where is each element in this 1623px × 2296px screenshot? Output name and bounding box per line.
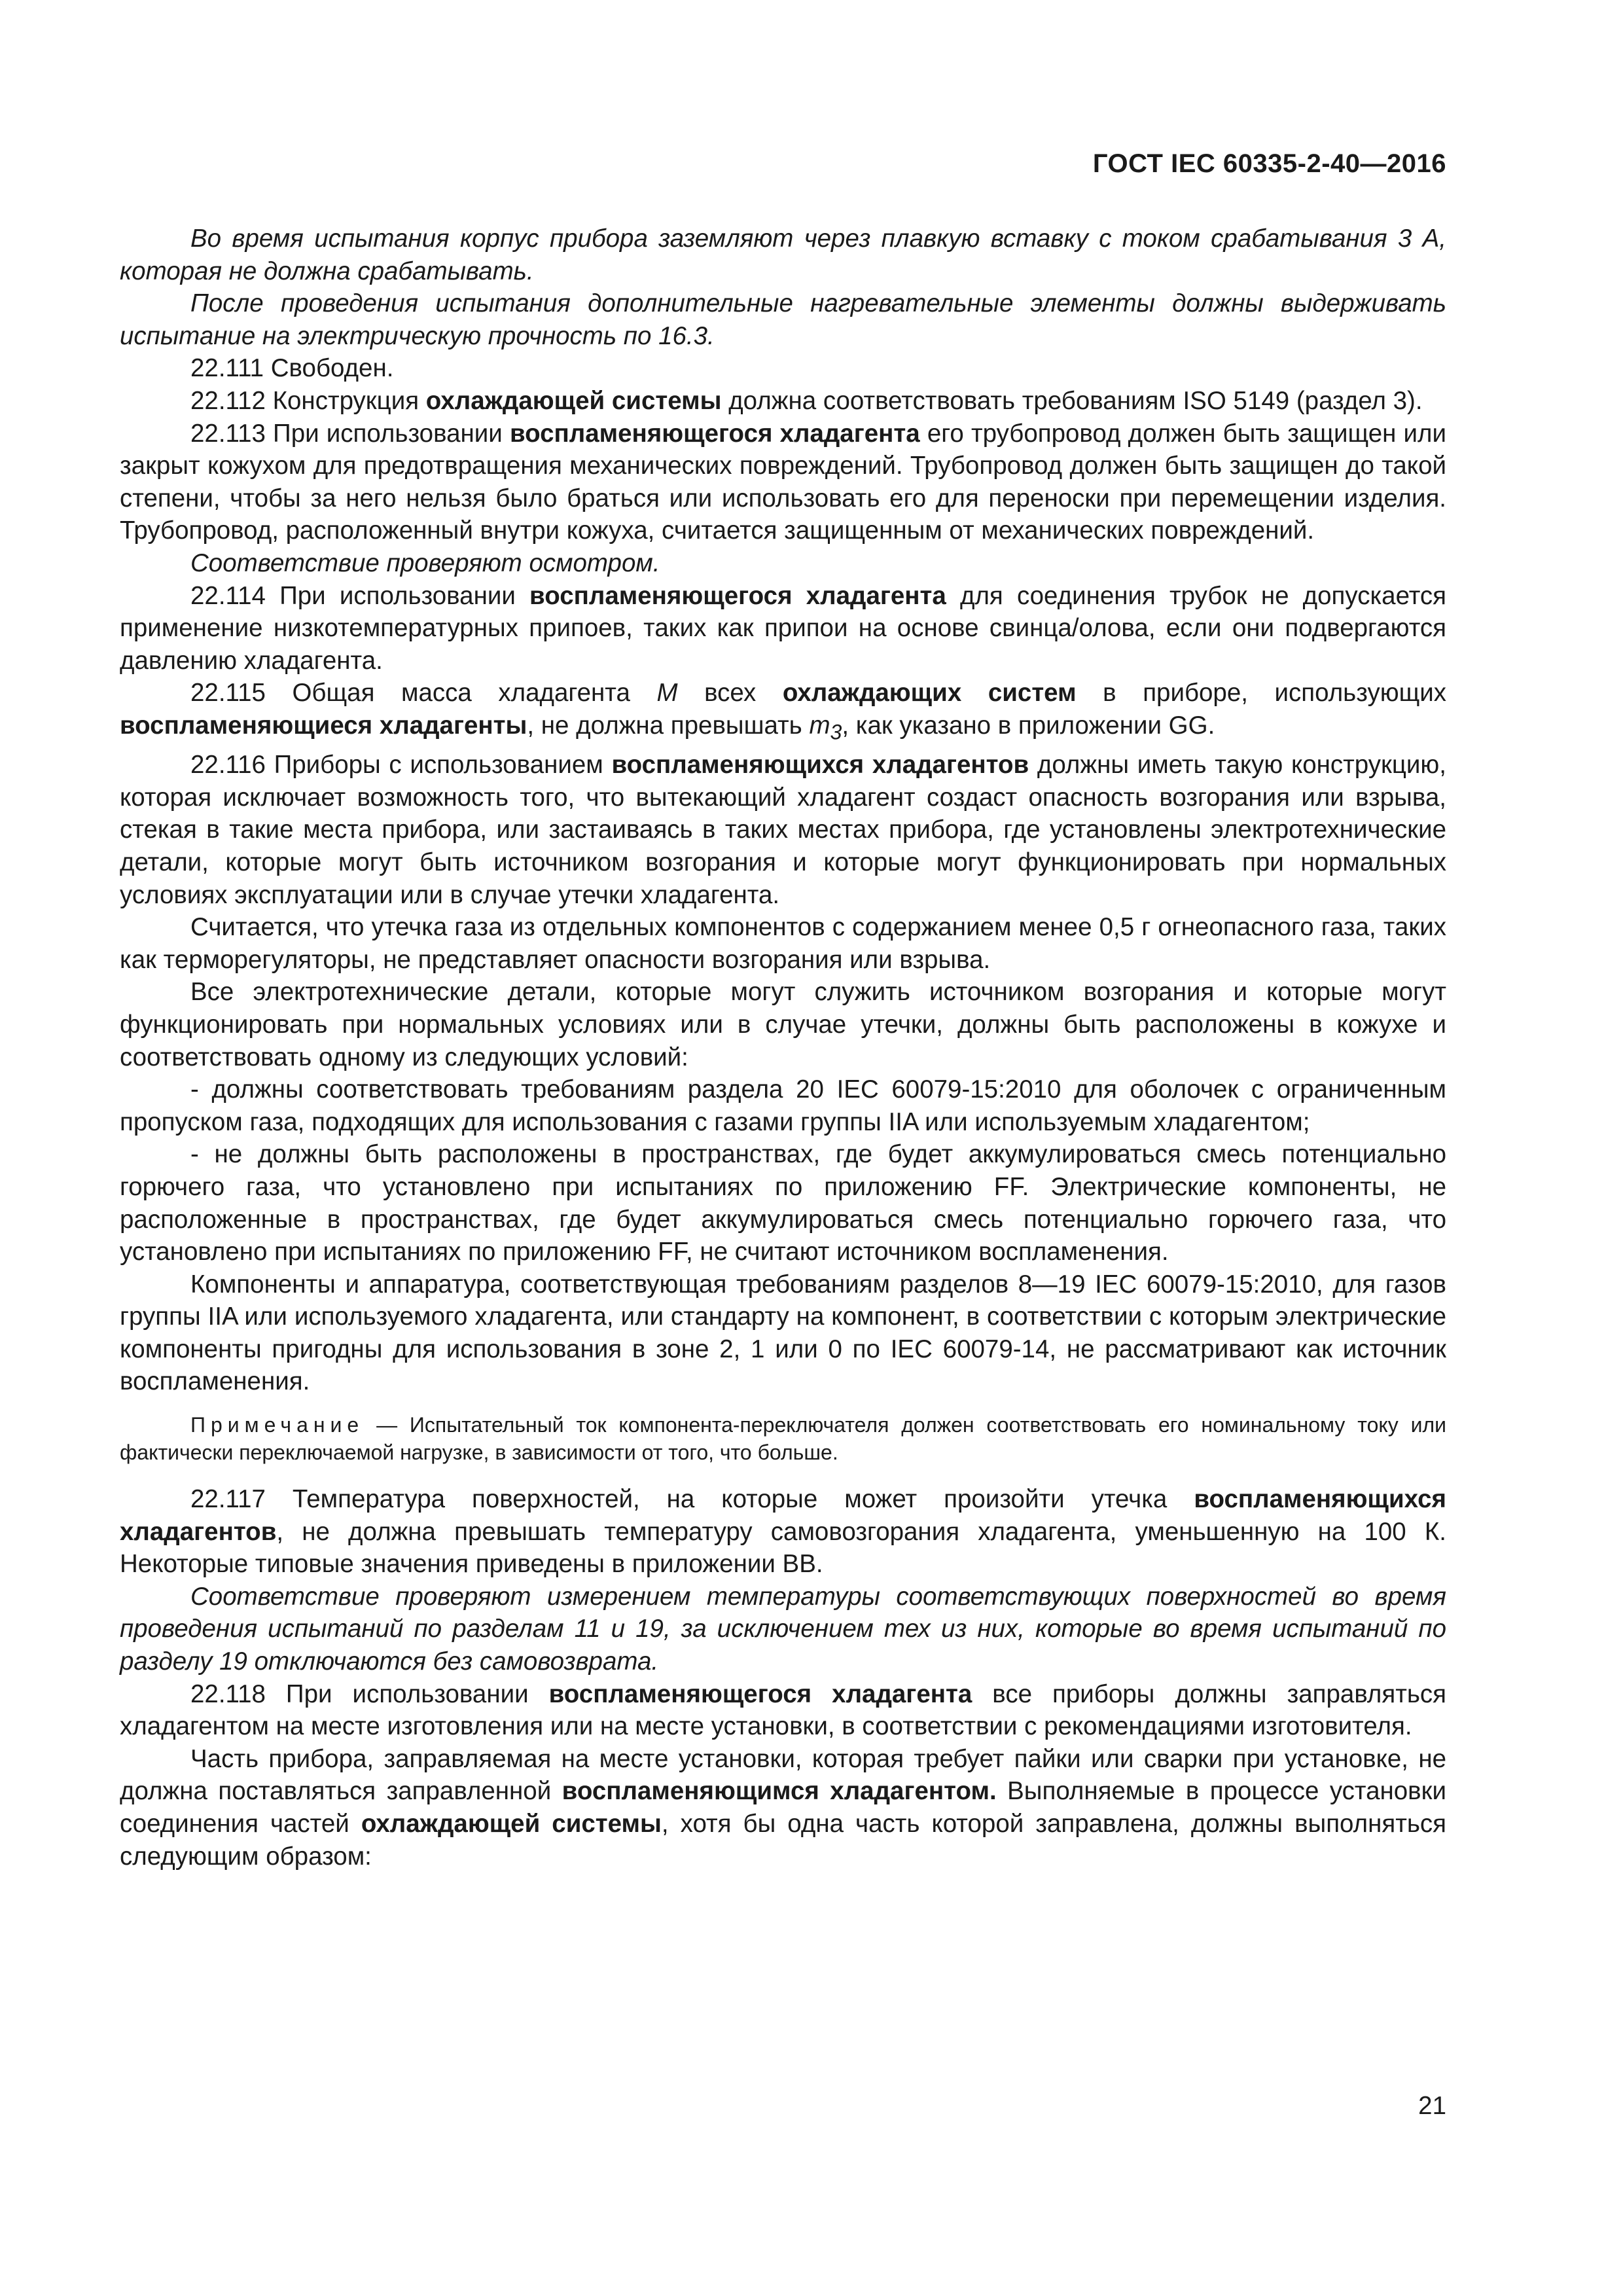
body-paragraph	[120, 223, 1446, 287]
body-paragraph	[120, 385, 1446, 418]
text-run: Все электротехнические детали, которые могут служить источником возгорания и которые могут функционировать при нормальных условиях или в случае утечки, должны быть расположены в кожухе и соответствовать одному из следующих условий:	[120, 978, 1446, 1071]
text-run: должны иметь такую конструкцию, которая исключает возможность того, что вытекающий хладагент создаст опасность возгорания или взрыва, стекая в такие места прибора, или застаиваясь в таких местах прибора, где установлены электротехнические детали, которые могут быть источником возгорания и которые могут функционировать при нормальных условиях эксплуатации или в случае утечки хладагента.	[120, 751, 1446, 909]
bold-term: воспламеняющегося хладагента	[509, 419, 920, 448]
text-run: 3	[830, 720, 842, 744]
bold-term: воспламеняющегося хладагента	[529, 581, 946, 610]
bold-term: воспламеняющегося хладагента	[548, 1679, 972, 1708]
bold-term: воспламеняющиеся хладагенты	[120, 711, 527, 740]
text-run: Во время испытания корпус прибора заземляют через плавкую вставку с током срабатывания 3 А, которая не должна срабатывать.	[120, 224, 1446, 285]
body-paragraph	[120, 1073, 1446, 1138]
note-label: Примечание	[190, 1413, 365, 1437]
bold-term: воспламеняющимся хладагентом.	[562, 1777, 997, 1806]
bold-term: охлаждающих систем	[782, 679, 1077, 708]
text-run: После проведения испытания дополнительные нагревательные элементы должны выдерживать испытание на электрическую прочность по 16.3.	[120, 289, 1446, 350]
text-run: 22.113 При использовании	[190, 419, 510, 448]
text-run: Считается, что утечка газа из отдельных компонентов с содержанием менее 0,5 г огнеопасного газа, таких как терморегуляторы, не представляет опасности возгорания или взрыва.	[120, 913, 1446, 974]
text-run: 22.118 При использовании	[190, 1679, 549, 1708]
text-run: всех	[677, 679, 783, 708]
text-run: 22.115 Общая масса хладагента	[190, 679, 657, 708]
body-paragraph	[120, 1743, 1446, 1873]
text-run: Выполняемые в процессе установки соединения частей	[120, 1777, 1446, 1838]
body-paragraph	[120, 287, 1446, 352]
text-run: 22.114 При использовании	[190, 581, 530, 610]
page-header-standard-code: ГОСТ IEC 60335-2-40—2016	[1092, 149, 1446, 178]
text-run: Часть прибора, заправляемая на месте установки, которая требует пайки или сварки при установке, не должна поставляться заправленной	[120, 1744, 1446, 1806]
body-paragraph	[120, 911, 1446, 976]
text-run: M	[656, 679, 678, 708]
page-number: 21	[1418, 2092, 1446, 2120]
text-run: , хотя бы одна часть которой заправлена, должны выполняться следующим образом:	[120, 1810, 1446, 1871]
text-run: m	[809, 711, 830, 740]
body-paragraph	[120, 547, 1446, 580]
body-paragraph	[120, 1483, 1446, 1581]
body-paragraph	[120, 749, 1446, 911]
text-run: в приборе, использующих	[1076, 679, 1446, 708]
bold-term: воспламеняющихся хладагентов	[611, 751, 1029, 780]
body-paragraph	[120, 677, 1446, 749]
document-body	[120, 223, 1446, 1873]
bold-term: охлаждающей системы	[425, 386, 722, 415]
text-run: должна соответствовать требованиям ISO 5149 (раздел 3).	[721, 386, 1423, 415]
body-paragraph	[120, 418, 1446, 547]
body-paragraph	[120, 1678, 1446, 1743]
text-run: Соответствие проверяют осмотром.	[190, 548, 660, 577]
text-run: все приборы должны заправляться хладагентом на месте изготовления или на месте установки, в соответствии с рекомендациями изготовителя.	[120, 1679, 1446, 1741]
bold-term: охлаждающей системы	[361, 1810, 662, 1838]
text-run: 22.112 Конструкция	[190, 386, 426, 415]
text-run: 22.117 Температура поверхностей, на которые может произойти утечка	[190, 1485, 1194, 1514]
body-paragraph	[120, 1138, 1446, 1268]
text-run: Соответствие проверяют измерением температуры соответствующих поверхностей во время проведения испытаний по разделам 11 и 19, за исключением тех из них, которые во время испытаний по разделу 19 отключаются без самовозврата.	[120, 1582, 1446, 1676]
text-run: 22.111 Свободен.	[190, 354, 394, 383]
text-run: 22.116 Приборы с использованием	[190, 751, 612, 780]
text-run: — Испытательный ток компонента-переключателя должен соответствовать его номинальному току или фактически переключаемой нагрузке, в зависимости от того, что больше.	[120, 1413, 1446, 1465]
text-run: , не должна превышать	[527, 711, 810, 740]
text-run: его трубопровод должен быть защищен или закрыт кожухом для предотвращения механических повреждений. Трубопровод должен быть защищен до такой степени, чтобы за него нельзя было браться или использовать его для переноски при перемещении изделия. Трубопровод, расположенный внутри кожуха, считается защищенным от механических повреждений.	[120, 419, 1446, 545]
text-run: , как указано в приложении GG.	[842, 711, 1215, 740]
text-run: , не должна превышать температуру самовозгорания хладагента, уменьшенную на 100 К. Некоторые типовые значения приведены в приложении BB.	[120, 1517, 1446, 1579]
text-run: - не должны быть расположены в пространствах, где будет аккумулироваться смесь потенциально горючего газа, что установлено при испытаниях по приложению FF. Электрические компоненты, не расположенные в пространствах, где будет аккумулироваться смесь потенциально горючего газа, что установлено при испытаниях по приложению FF, не считают источником воспламенения.	[120, 1140, 1446, 1266]
text-run: для соединения трубок не допускается применение низкотемпературных припоев, таких как припои на основе свинца/олова, если они подвергаются давлению хладагента.	[120, 581, 1446, 675]
text-run: - должны соответствовать требованиям раздела 20 IEC 60079-15:2010 для оболочек с ограниченным пропуском газа, подходящих для использования с газами группы IIA или используемым хладагентом;	[120, 1075, 1446, 1136]
bold-term: воспламеняющихся хладагентов	[120, 1485, 1446, 1546]
body-paragraph	[120, 1268, 1446, 1398]
body-paragraph	[120, 976, 1446, 1073]
body-paragraph	[120, 1581, 1446, 1678]
note-paragraph	[120, 1411, 1446, 1466]
text-run: Компоненты и аппаратура, соответствующая требованиям разделов 8—19 IEC 60079-15:2010, для газов группы IIA или используемого хладагента, или стандарту на компонент, в соответствии с которым электрические компоненты пригодны для использования в зоне 2, 1 или 0 по IEC 60079-14, не рассматривают как источник воспламенения.	[120, 1270, 1446, 1396]
body-paragraph	[120, 352, 1446, 385]
body-paragraph	[120, 580, 1446, 677]
